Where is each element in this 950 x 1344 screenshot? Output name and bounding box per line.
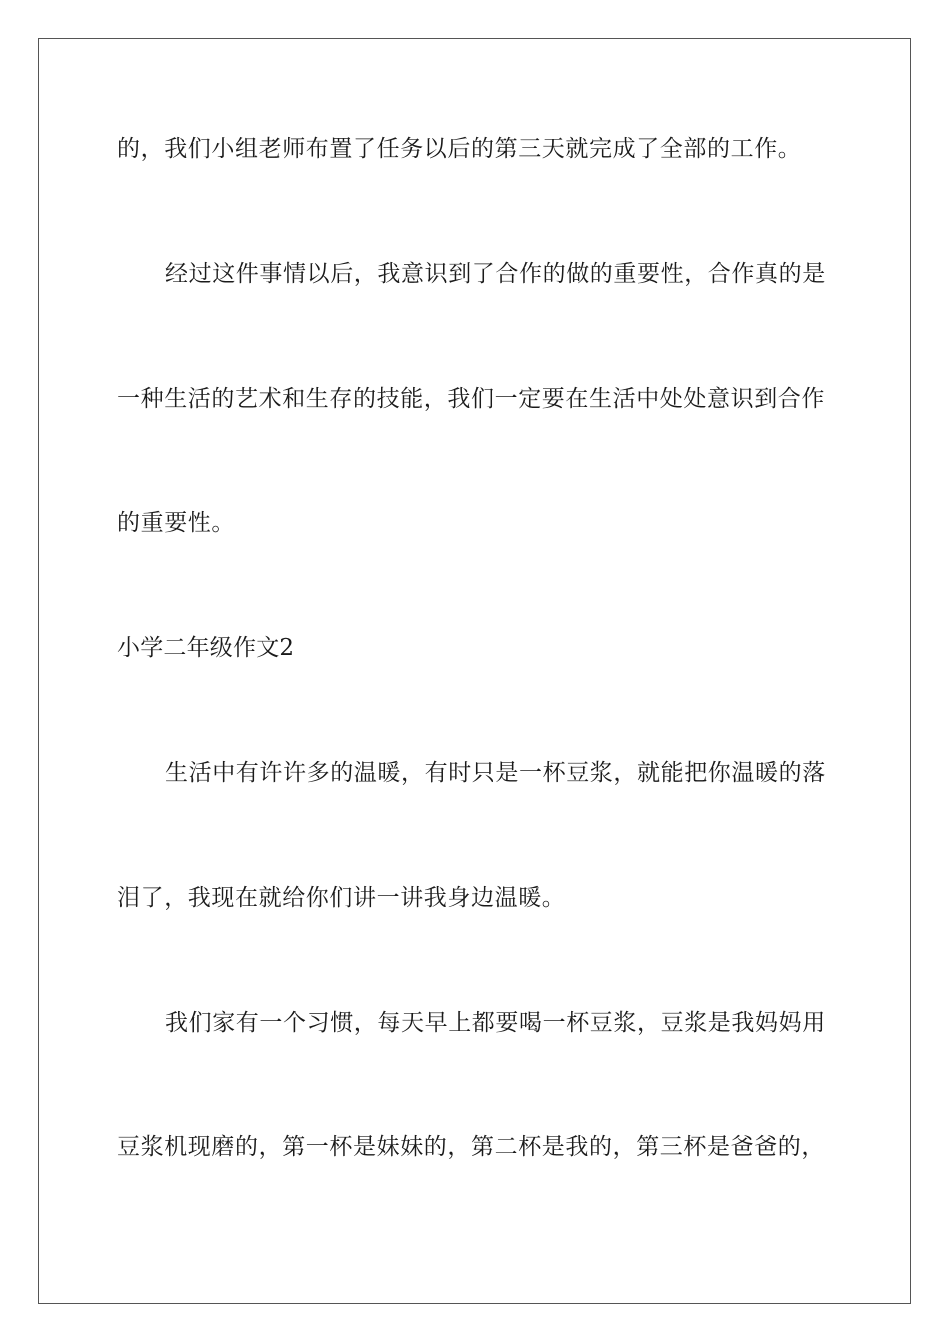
paragraph-line: 豆浆机现磨的，第一杯是妹妹的，第二杯是我的，第三杯是爸爸的， — [117, 1134, 825, 1160]
paragraph-line: 的重要性。 — [117, 510, 235, 536]
section-heading: 小学二年级作文2 — [117, 635, 295, 661]
paragraph-line: 我们家有一个习惯，每天早上都要喝一杯豆浆，豆浆是我妈妈用 — [165, 1010, 826, 1036]
page-border — [38, 38, 911, 1304]
paragraph-line: 一种生活的艺术和生存的技能，我们一定要在生活中处处意识到合作 — [117, 386, 825, 412]
paragraph-line: 的，我们小组老师布置了任务以后的第三天就完成了全部的工作。 — [117, 136, 802, 162]
paragraph-line: 生活中有许许多的温暖，有时只是一杯豆浆，就能把你温暖的落 — [165, 760, 826, 786]
paragraph-line: 经过这件事情以后，我意识到了合作的做的重要性，合作真的是 — [165, 261, 826, 287]
paragraph-line: 泪了，我现在就给你们讲一讲我身边温暖。 — [117, 885, 566, 911]
